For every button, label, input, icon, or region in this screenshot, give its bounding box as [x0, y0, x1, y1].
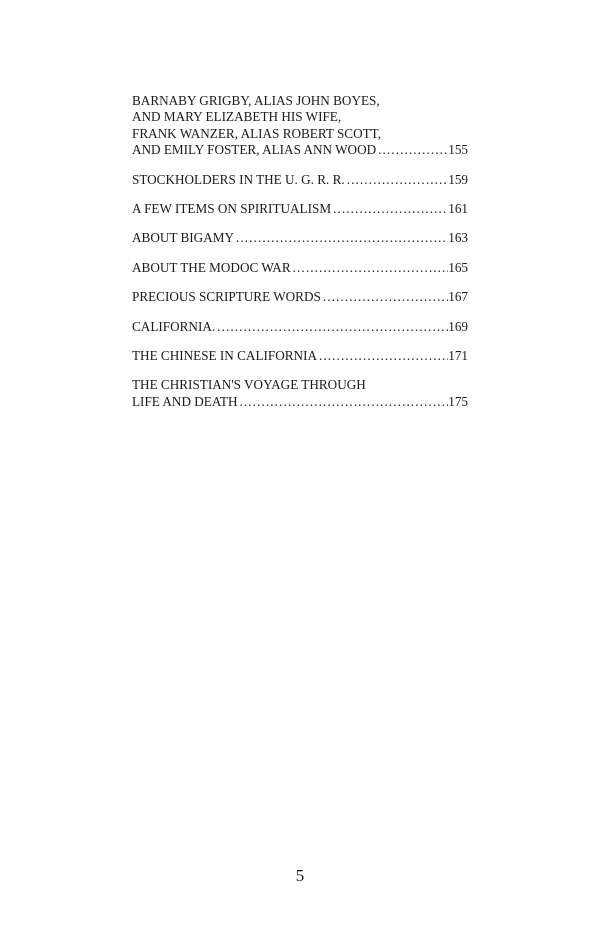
dot-leader — [321, 289, 448, 305]
dot-leader — [345, 172, 448, 188]
toc-page-number: 169 — [448, 318, 468, 334]
toc-entry-title: THE CHINESE IN CALIFORNIA — [132, 348, 317, 364]
toc-page-number: 175 — [448, 393, 468, 409]
toc-entry[interactable] — [132, 172, 468, 188]
toc-entry-title: LIFE AND DEATH — [132, 393, 238, 409]
toc-entry[interactable] — [132, 377, 468, 410]
toc-entry-title: A FEW ITEMS ON SPIRITUALISM — [132, 201, 332, 217]
toc-page-number: 161 — [448, 201, 468, 217]
toc-entry-final-line — [132, 201, 468, 217]
dot-leader — [317, 348, 448, 364]
dot-leader — [331, 201, 448, 217]
toc-page-number: 155 — [448, 142, 468, 158]
toc-entry-final-line — [132, 348, 468, 364]
toc-entry-final-line — [132, 260, 468, 276]
toc-entry[interactable] — [132, 319, 468, 335]
dot-leader — [234, 230, 448, 246]
toc-page-number: 159 — [448, 171, 468, 187]
toc-entry[interactable] — [132, 289, 468, 305]
toc-entry-title-line: FRANK WANZER, ALIAS ROBERT SCOTT, — [132, 125, 382, 141]
toc-page-number: 171 — [448, 348, 468, 364]
toc-entry-final-line — [132, 230, 468, 246]
toc-entry[interactable] — [132, 230, 468, 246]
toc-entry-title-line: AND MARY ELIZABETH HIS WIFE, — [132, 109, 342, 125]
toc-entry-title: CALIFORNIA. — [132, 318, 216, 334]
toc-entry[interactable] — [132, 348, 468, 364]
toc-entry-title: PRECIOUS SCRIPTURE WORDS — [132, 289, 321, 305]
toc-page-number: 167 — [448, 289, 468, 305]
page-number: 5 — [295, 866, 305, 885]
dot-leader — [215, 319, 448, 335]
toc-entry[interactable] — [132, 93, 468, 159]
toc-entry-final-line — [132, 319, 468, 335]
toc-entry[interactable] — [132, 201, 468, 217]
toc-entry-final-line — [132, 394, 468, 410]
toc-entry-title: STOCKHOLDERS IN THE U. G. R. R. — [132, 171, 345, 187]
toc-entry-title-line: BARNABY GRIGBY, ALIAS JOHN BOYES, — [132, 93, 380, 108]
toc-entry-title-line: THE CHRISTIAN'S VOYAGE THROUGH — [132, 377, 366, 393]
dot-leader — [291, 260, 449, 276]
toc-entry-title: ABOUT THE MODOC WAR — [132, 259, 291, 275]
toc-entry-final-line — [132, 289, 468, 305]
dot-leader — [376, 142, 448, 158]
toc-entry-title: ABOUT BIGAMY — [132, 230, 234, 246]
toc-entry[interactable] — [132, 260, 468, 276]
toc-page-number: 163 — [448, 230, 468, 246]
toc-entry-final-line — [132, 142, 468, 158]
table-of-contents — [132, 93, 468, 423]
dot-leader — [238, 394, 449, 410]
toc-entry-final-line — [132, 172, 468, 188]
toc-page-number: 165 — [448, 259, 468, 275]
toc-entry-title: AND EMILY FOSTER, ALIAS ANN WOOD — [132, 142, 377, 158]
